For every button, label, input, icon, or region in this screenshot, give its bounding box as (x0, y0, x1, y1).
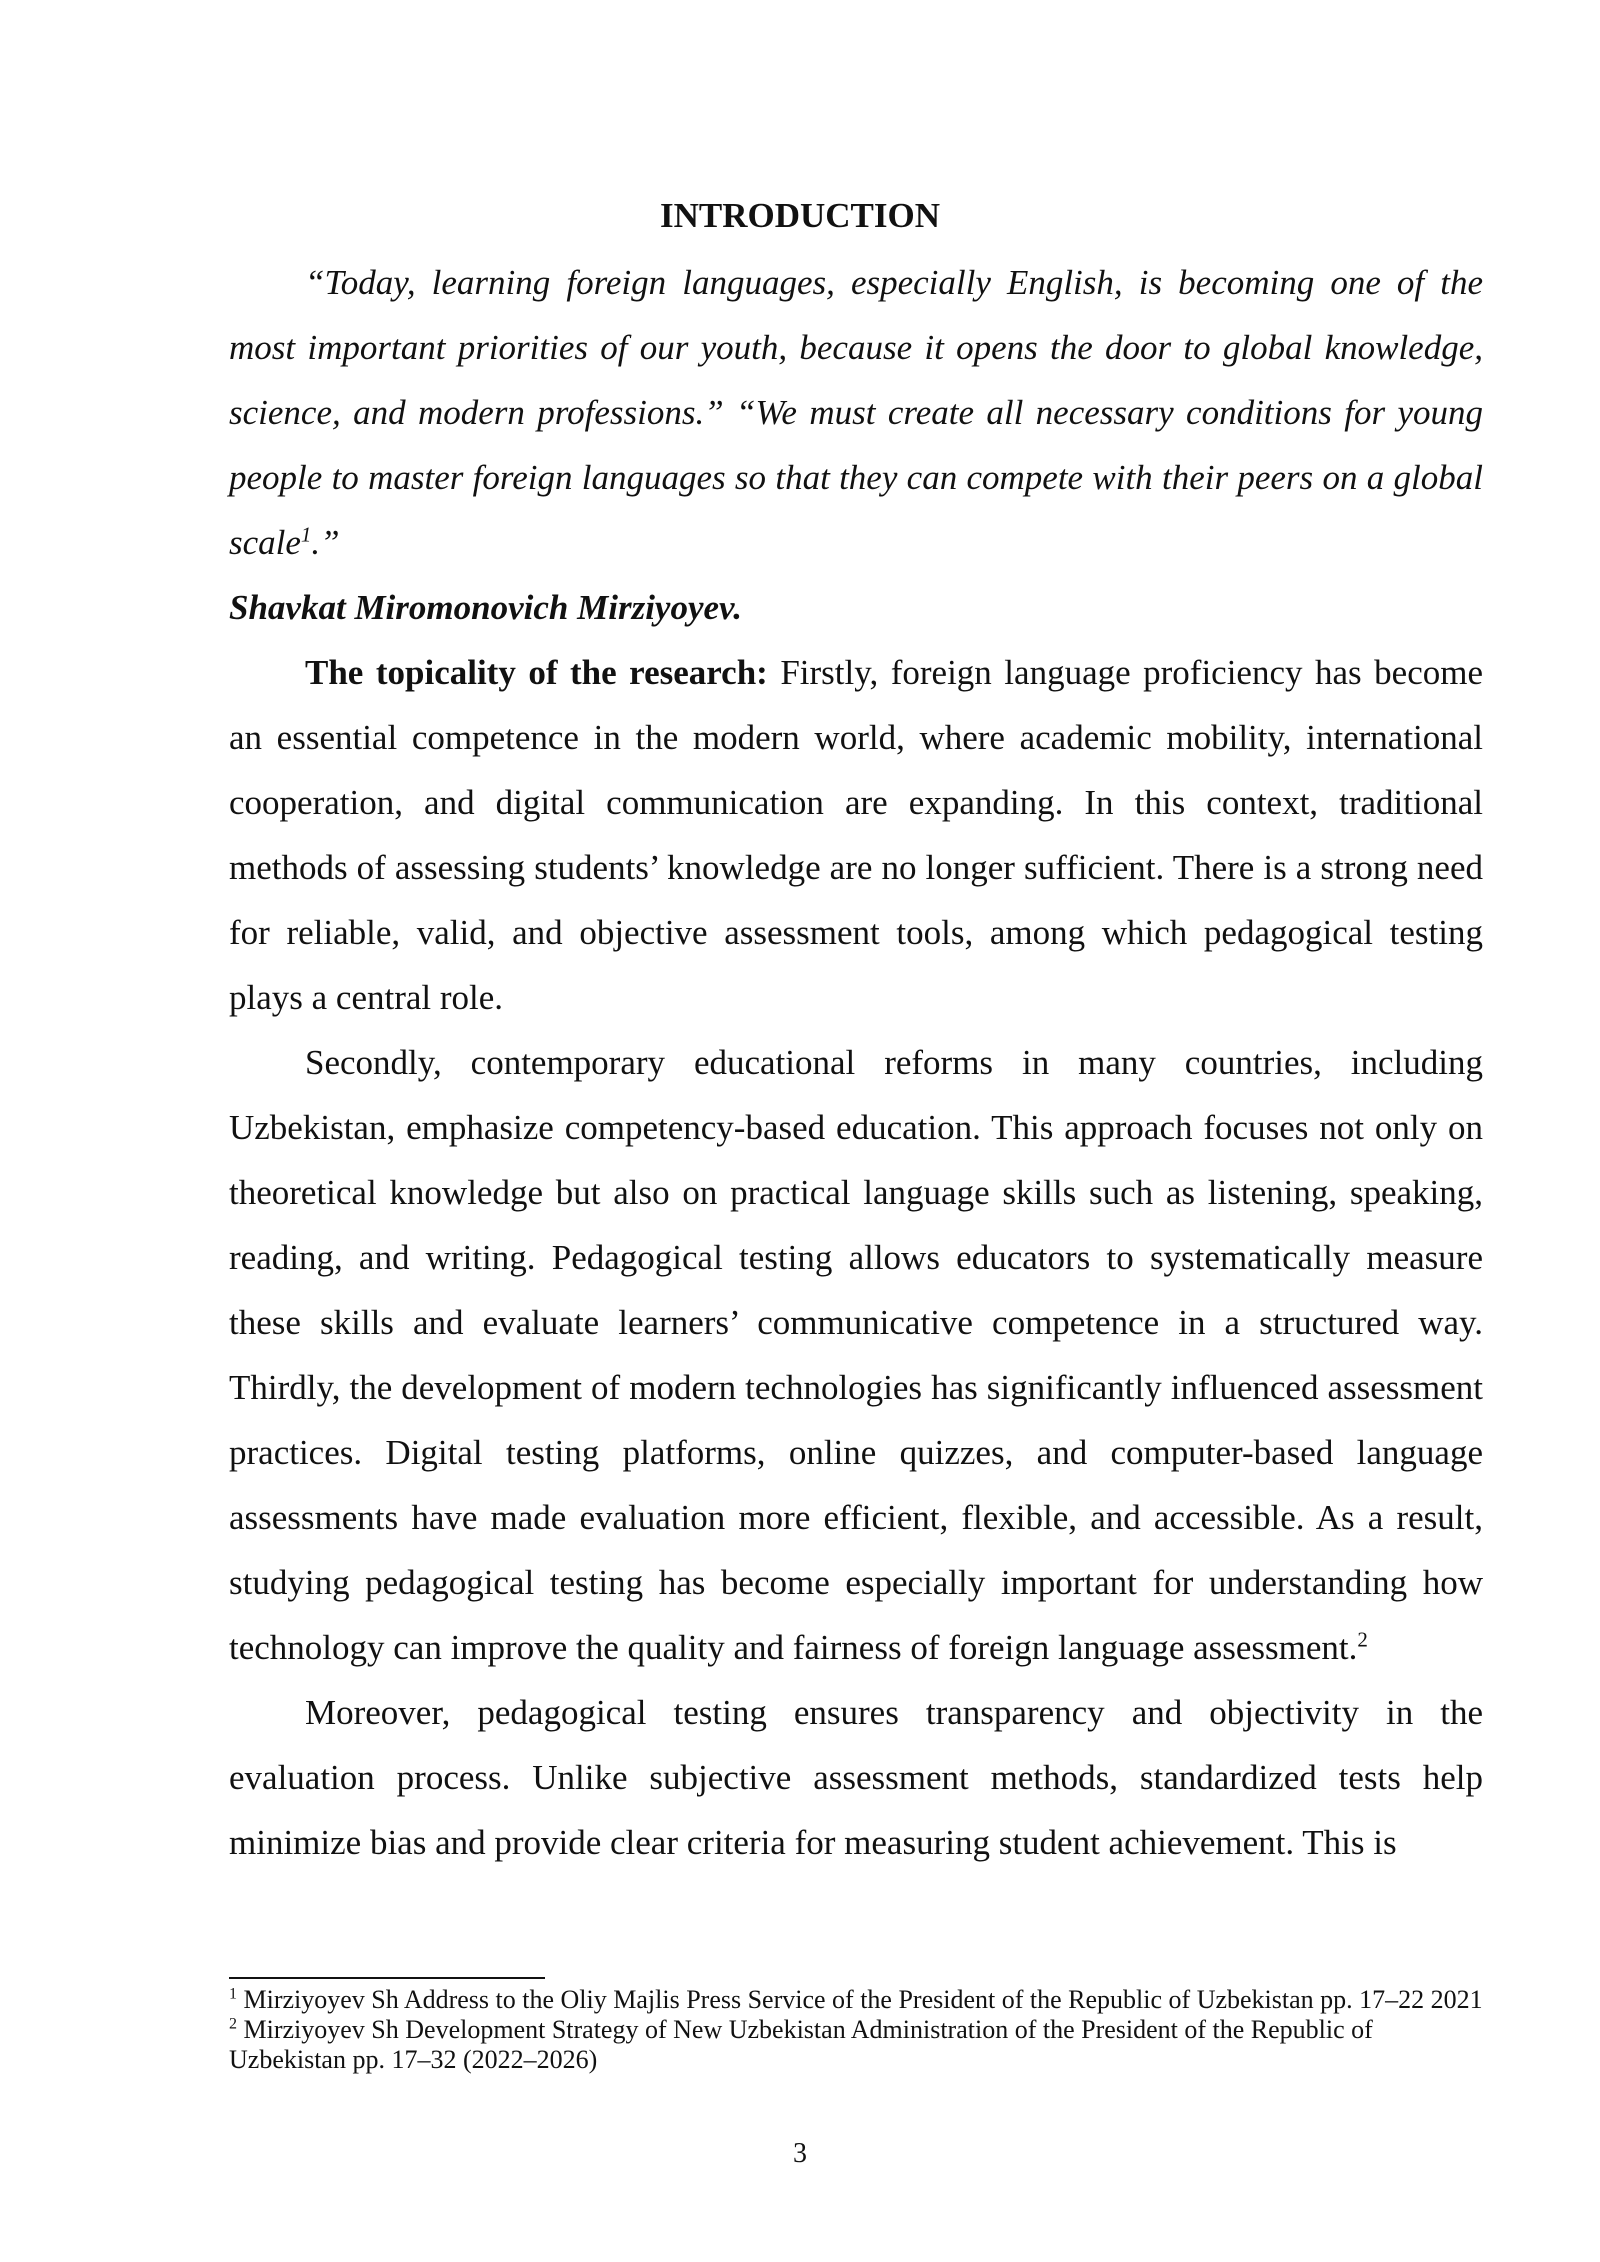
epigraph-author: Shavkat Miromonovich Mirziyoyev. (229, 588, 743, 627)
third-paragraph: Moreover, pedagogical testing ensures transparency and objectivity in the evaluation process. Unlike subjective assessment methods, standardized tests help minimize bias and provide clear criteria for measuring student achievement. This is (229, 1693, 1483, 1862)
footnote-item (229, 2015, 1483, 2075)
section-heading: INTRODUCTION (659, 196, 941, 235)
second-paragraph-text: Secondly, contemporary educational reforms in many countries, including Uzbekistan, emphasize competency-based education. This approach focuses not only on theoretical knowledge but also on practical language skills such as listening, speaking, reading, and writing. Pedagogical testing allows educators to systematically measure these skills and evaluate learners’ communicative competence in a structured way. Thirdly, the development of modern technologies has significantly influenced assessment practices. Digital testing platforms, online quizzes, and computer-based language assessments have made evaluation more efficient, flexible, and accessible. As a result, studying pedagogical testing has become especially important for understanding how technology can improve the quality and fairness of foreign language assessment. (229, 1043, 1483, 1667)
epigraph-text-b: .” (311, 523, 340, 562)
footnotes (229, 1985, 1483, 2075)
epigraph-text-a: “Today, learning foreign languages, especially English, is becoming one of the most important priorities of our youth, because it opens the door to global knowledge, science, and modern professions.” “We must create all necessary conditions for young people to master foreign languages so that they can compete with their peers on a global scale (229, 263, 1483, 562)
topicality-label: The topicality of the research: (305, 653, 768, 692)
topicality-text: Firstly, foreign language proficiency has become an essential competence in the modern world, where academic mobility, international cooperation, and digital communication are expanding. In this context, traditional methods of assessing students’ knowledge are no longer sufficient. There is a strong need for reliable, valid, and objective assessment tools, among which pedagogical testing plays a central role. (229, 653, 1483, 1017)
footnote-item (229, 1985, 1483, 2015)
footnote-divider (229, 1977, 545, 1979)
second-paragraph-footnote-marker[interactable]: 2 (1357, 1627, 1368, 1652)
page-number: 3 (793, 2138, 807, 2169)
second-paragraph (229, 1030, 1483, 1680)
topicality-paragraph (229, 640, 1483, 1030)
body-text (229, 250, 1483, 1875)
footnote-marker: 1 (229, 1985, 237, 2003)
footnote-text: Mirziyoyev Sh Development Strategy of New Uzbekistan Administration of the President of the Republic of Uzbekistan pp. 17–32 (2022–2026) (229, 2015, 1373, 2074)
footnote-text: Mirziyoyev Sh Address to the Oliy Majlis Press Service of the President of the Republic of Uzbekistan pp. 17–22 2021 (237, 1985, 1483, 2014)
epigraph-footnote-marker[interactable]: 1 (300, 522, 312, 547)
footnote-marker: 2 (229, 2015, 237, 2033)
epigraph-quote (229, 250, 1483, 575)
